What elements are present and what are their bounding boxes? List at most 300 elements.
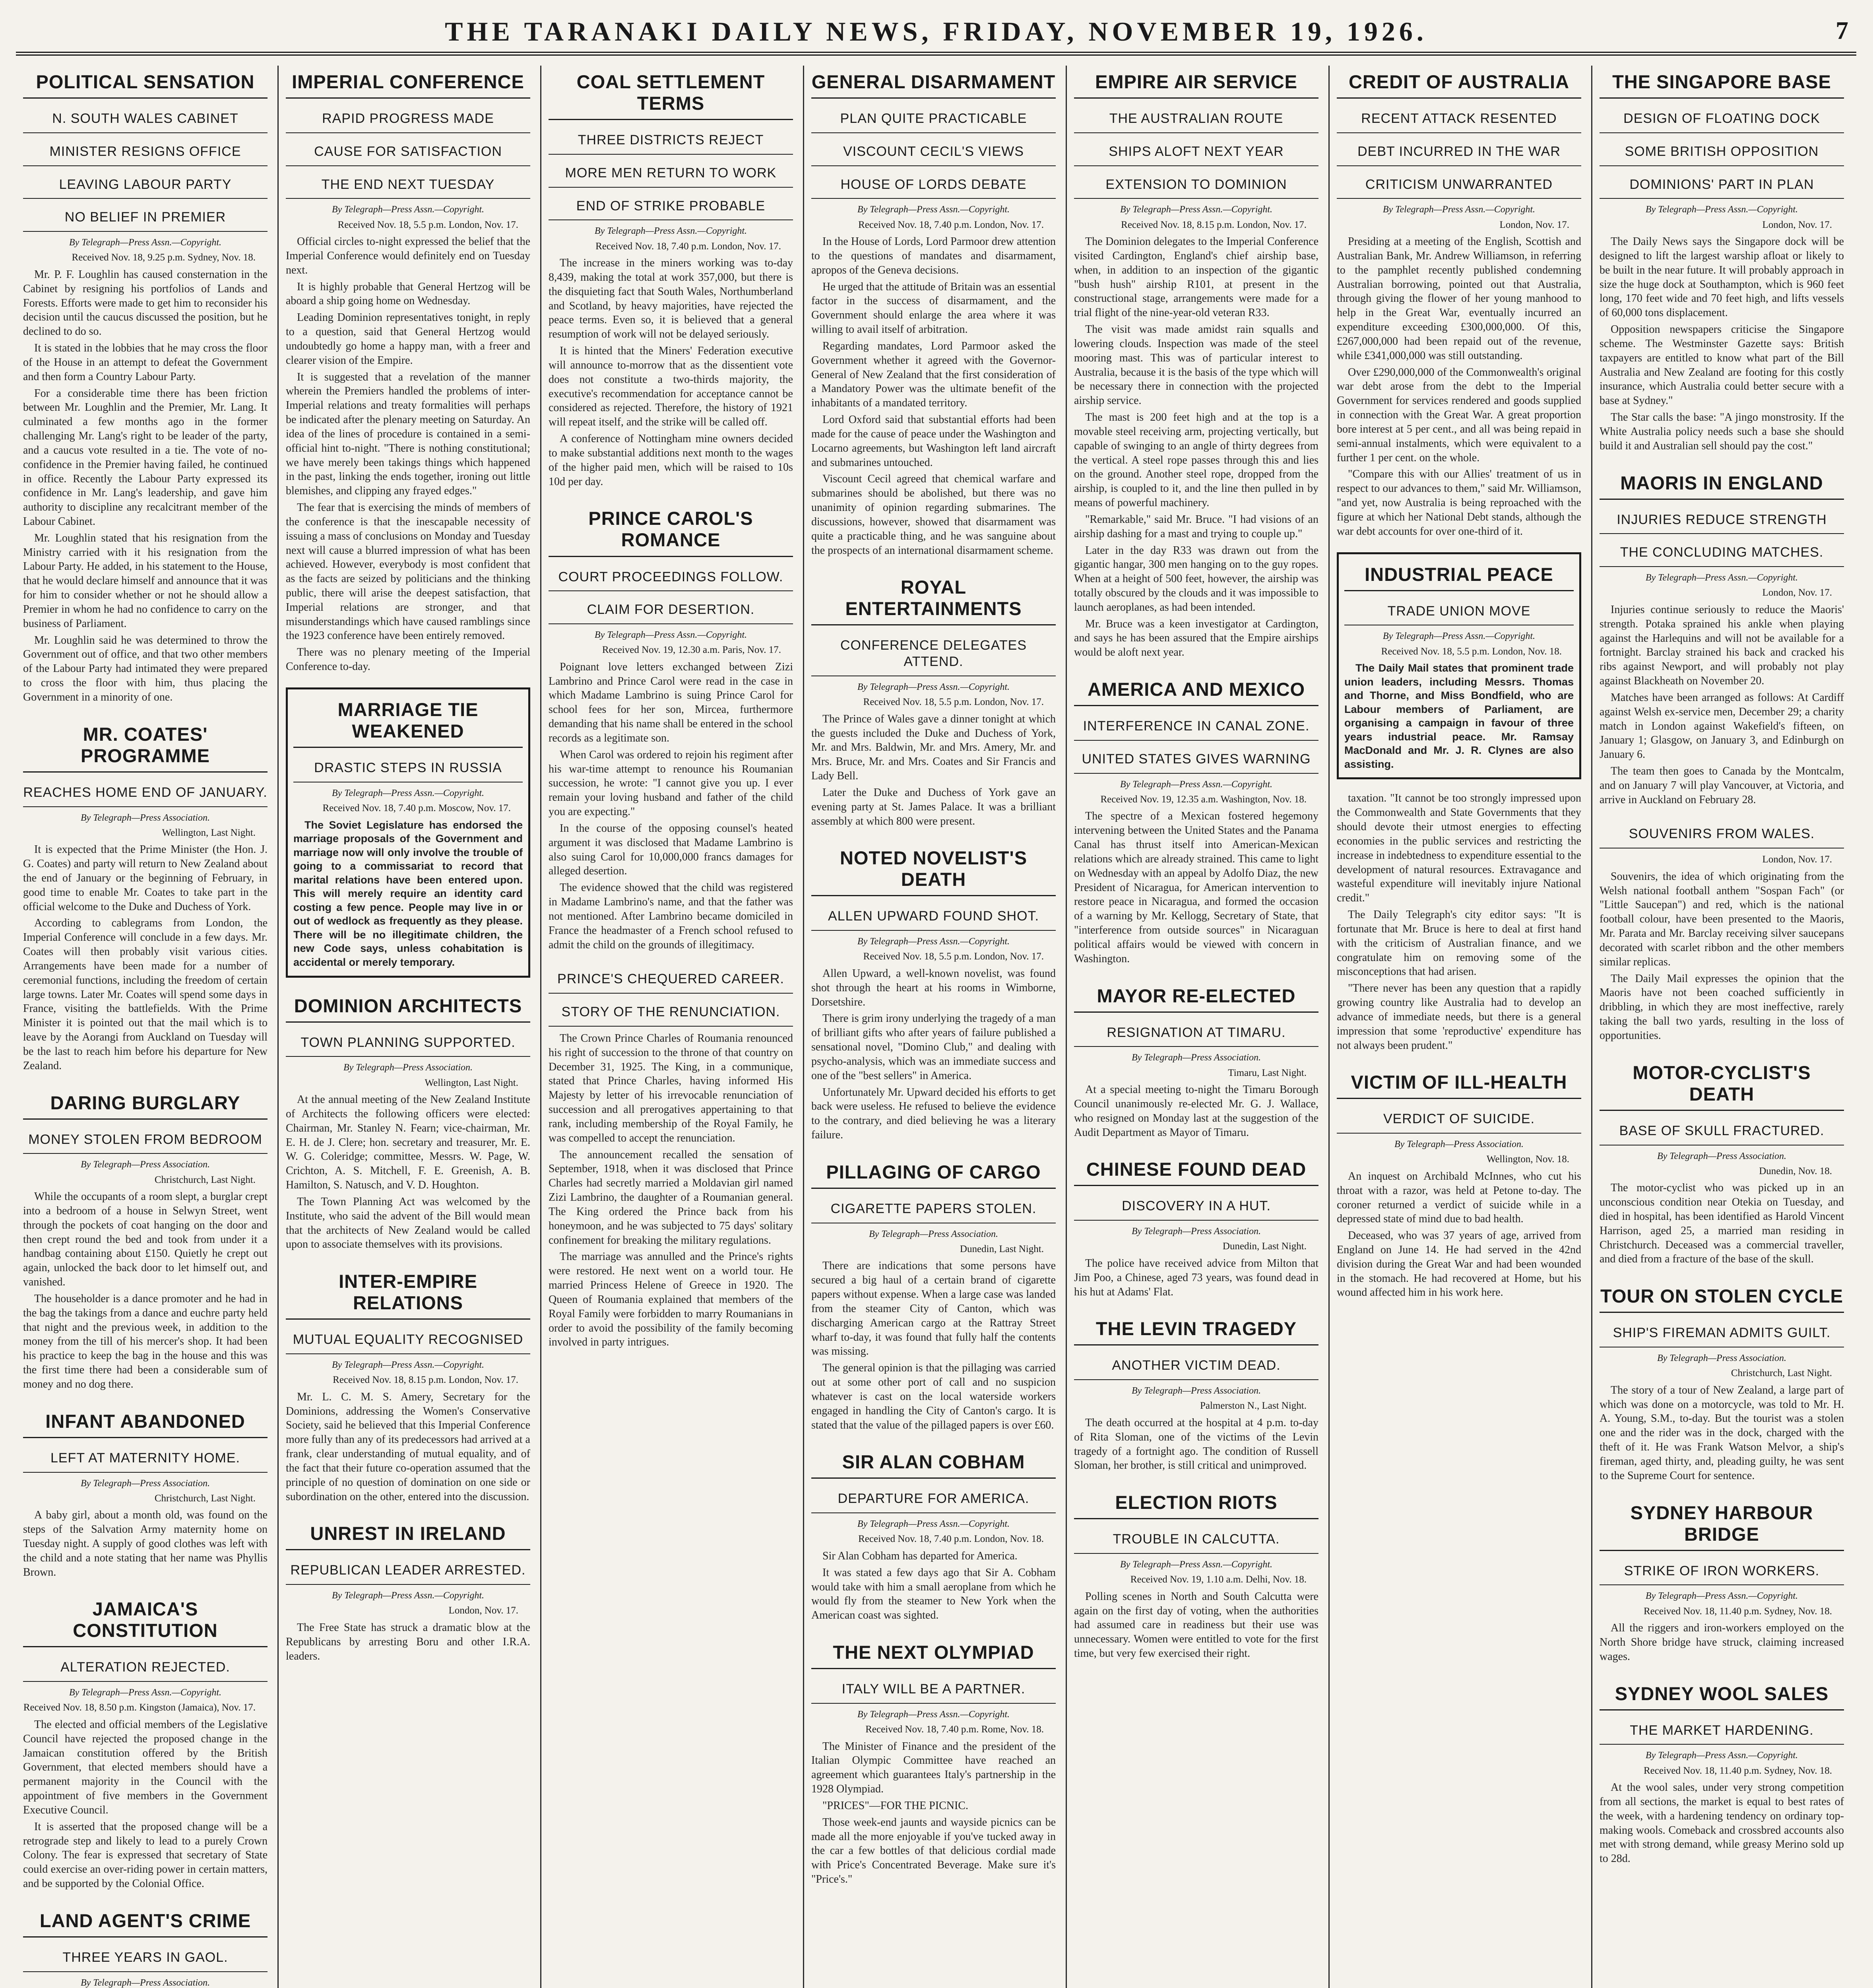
- article-body: [1600, 1780, 1844, 1866]
- article: [1337, 791, 1581, 1052]
- article-body: [1337, 235, 1581, 538]
- article: [549, 502, 793, 952]
- paragraph: Regarding mandates, Lord Parmoor asked the Government whether it agreed with the Governor-General of New Zealand that the first consideration of a Mandatory Power was the ultimate benefit of the inhabitants of a mandated territory.: [811, 340, 1056, 410]
- press-credit: By Telegraph—Press Association.: [343, 1062, 473, 1073]
- article: [811, 571, 1056, 828]
- article-headline: GENERAL DISARMAMENT: [811, 66, 1056, 99]
- dateline: Christchurch, Last Night.: [154, 1493, 256, 1504]
- paragraph: The elected and official members of the Legislative Council have rejected the proposed change in the Jamaican constitution offered by the British Government, that elected members should have a permanent majority in the Council with the appointment of five members in the Government Executive Council.: [23, 1718, 268, 1816]
- article-subheading: MINISTER RESIGNS OFFICE: [23, 138, 268, 166]
- paragraph: The Daily News says the Singapore dock will be designed to lift the largest warship afloat or likely to be built in the near future. It will probably approach in size the huge dock at Southampton, which is 960 feet long, 170 feet wide and 70 feet high, and lifts vessels of 60,000 tons displacement.: [1600, 235, 1844, 319]
- article-subheading: CLAIM FOR DESERTION.: [549, 596, 793, 624]
- paragraph: Mr. Bruce was a keen investigator at Cardington, and says he has been assured that the Empire airships would be aloft next year.: [1074, 617, 1318, 659]
- article-subheading: ITALY WILL BE A PARTNER.: [811, 1675, 1056, 1704]
- paragraph: The spectre of a Mexican fostered hegemony intervening between the United States and the Panama Canal has thrust itself into American-Mexican relations which are already strained. This came to light on Wednesday with an appeal by Adolfo Diaz, the new President of Nicaragua, for American intervention to restore peace in Nicaragua, and formed the occasion of a warning by Mr. Kellogg, Secretary of State, that "interference from outside sources" in Nicaraguan political affairs would be viewed with concern in Washington.: [1074, 810, 1318, 965]
- paragraph: While the occupants of a room slept, a burglar crept into a bedroom of a house in Selwyn Street, went through the pockets of coat hanging on the door and then crept round the bed and took from under it a handbag containing about £150. Quietly he crept out again, unlocked the back door to let himself out, and vanished.: [23, 1190, 268, 1289]
- paragraph: Over £290,000,000 of the Commonwealth's original war debt arose from the debt to the Imperial Government for services rendered and goods supplied in connection with the Great War. A great proportion bore interest at 5 per cent., and all was being repaid in semi-annual instalments, which were equivalent to a further 1 per cent. on the whole.: [1337, 366, 1581, 464]
- paragraph: taxation. "It cannot be too strongly impressed upon the Commonwealth and State Governments that they should devote their utmost energies to effecting economies in the public services and restricting the increase in indebtedness to expenditure essential to the development of natural resources. Extravagance and wasteful expenditure will inevitably injure National credit.": [1337, 792, 1581, 905]
- article: [286, 687, 530, 978]
- paragraph: The fear that is exercising the minds of members of the conference is that the inescapable necessity of issuing a mass of conclusions on Monday and Tuesday next will cause a blurred impression of what has been achieved. However, everybody is most confident that as the facts are seized by politicians and the thinking public, there will arise the deepest satisfaction, that Imperial relations are stronger, and that misunderstandings which have caused ramblings since the 1923 conference have been entirely removed.: [286, 501, 530, 642]
- paragraph: The Star calls the base: "A jingo monstrosity. If the White Australia policy needs such a base she should build it and Australian sell should pay the cost.": [1600, 411, 1844, 452]
- article-body: [1074, 809, 1318, 966]
- article: [286, 66, 530, 674]
- press-credit: By Telegraph—Press Association.: [1131, 1386, 1261, 1396]
- article-body: [1337, 791, 1581, 1052]
- column-1: [16, 66, 275, 1988]
- paragraph: Mr. Loughlin stated that his resignation from the Ministry carried with it his resignation from the Labour Party. He added, in his statement to the House, that he would declare himself and announce that it was for him to consider whether or not he should allow a Premier in whom he had no confidence to carry on the business of Parliament.: [23, 532, 268, 630]
- paragraph: The Prince of Wales gave a dinner tonight at which the guests included the Duke and Duchess of York, Mr. and Mrs. Baldwin, Mr. and Mrs. Amery, Mr. and Mrs. Bruce, Mr. and Mrs. Coates and Sir Francis and Lady Bell.: [811, 712, 1056, 782]
- paragraph: There is grim irony underlying the tragedy of a man of brilliant gifts who after years of failure published a sensational novel, "Domino Club," and dealing with psycho-analysis, which was an immediate success and one of the "best sellers" in America.: [811, 1012, 1056, 1082]
- article-body: [1600, 603, 1844, 807]
- article: [549, 66, 793, 489]
- dateline: Wellington, Last Night.: [425, 1077, 518, 1088]
- article-body: [1600, 870, 1844, 1043]
- article-subheading: ALTERATION REJECTED.: [23, 1654, 268, 1682]
- paragraph: The mast is 200 feet high and at the top is a movable steel receiving arm, projecting vertically, but capable of swinging to an angle of thirty degrees from the vertical. A steel rope passes through this and lies on the ground. Another steel rope, dropped from the airship, is coupled to it, and the line then pulled in by means of powerful machinery.: [1074, 411, 1318, 509]
- article-body: [1074, 1083, 1318, 1140]
- article-body: [23, 1508, 268, 1579]
- article-subheading: DEBT INCURRED IN THE WAR: [1337, 138, 1581, 166]
- paragraph: The Daily Telegraph's city editor says: "It is fortunate that Mr. Bruce is here to deal at first hand with the criticism of Australian finance, and we congratulate him on removing some of the misconceptions that had arisen.: [1337, 909, 1581, 978]
- article: [811, 1446, 1056, 1623]
- paragraph: The announcement recalled the sensation of September, 1918, when it was disclosed that Prince Charles had secretly married a Moldavian girl named Zizi Lambrino, the daughter of a Roumanian general. The King ordered the Prince back from his honeymoon, and he was subjected to 75 days' solitary confinement for breaking the military regulations.: [549, 1148, 793, 1246]
- article-subheading: TROUBLE IN CALCUTTA.: [1074, 1526, 1318, 1554]
- paragraph: The Minister of Finance and the president of the Italian Olympic Committee have reached an agreement which guarantees Italy's partnership in the 1928 Olympiad.: [811, 1740, 1056, 1796]
- article-headline: PRINCE CAROL'S ROMANCE: [549, 502, 793, 557]
- paragraph: It is expected that the Prime Minister (the Hon. J. G. Coates) and party will return to New Zealand about the end of January or the beginning of February, in good time to enable Mr. Coates to take part in the official welcome to the Duke and Duchess of York.: [23, 843, 268, 913]
- paragraph: In the course of the opposing counsel's heated argument it was disclosed that Madame Lambrino is also suing Carol for 10,000,000 francs damages for alleged desertion.: [549, 822, 793, 878]
- article-headline: SYDNEY WOOL SALES: [1600, 1677, 1844, 1710]
- article-subheading: PLAN QUITE PRACTICABLE: [811, 105, 1056, 133]
- press-credit: By Telegraph—Press Association.: [80, 1159, 210, 1170]
- paragraph: It is asserted that the proposed change will be a retrograde step and likely to lead to a purely Crown Colony. The fear is expressed that secretary of State could exercise an over-riding power in certain matters, and be supported by the Colonial Office.: [23, 1820, 268, 1890]
- article: [811, 1636, 1056, 1887]
- dateline: London, Nov. 17.: [1762, 219, 1832, 230]
- paragraph: It is highly probable that General Hertzog will be aboard a ship going home on Wednesday.: [286, 280, 530, 307]
- dateline: Christchurch, Last Night.: [154, 1174, 256, 1185]
- article-headline: JAMAICA'S CONSTITUTION: [23, 1593, 268, 1647]
- dateline: Received Nov. 18, 5.5 p.m. London, Nov. 18.: [1381, 646, 1562, 657]
- article-body: [1600, 1181, 1844, 1266]
- paragraph: At the wool sales, under very strong competition from all sections, the market is equal to best rates of the week, with a hardening tendency on ordinary top-making wools. Comeback and crossbred accounts also met with strong demand, while greasy Merino sold up to 28d.: [1600, 1781, 1844, 1865]
- article-subheading: TRADE UNION MOVE: [1344, 598, 1574, 626]
- press-credit: By Telegraph—Press Assn.—Copyright.: [1645, 573, 1798, 583]
- paragraph: Leading Dominion representatives tonight, in reply to a question, said that General Hertzog would undoubtedly go home a happy man, with a freer and clearer vision of the Empire.: [286, 311, 530, 367]
- article-body: [1074, 1416, 1318, 1473]
- article: [1600, 1056, 1844, 1267]
- article: [23, 1087, 268, 1392]
- article-subheading: MONEY STOLEN FROM BEDROOM: [23, 1126, 268, 1154]
- article-headline: NOTED NOVELIST'S DEATH: [811, 842, 1056, 896]
- article-body: [1074, 235, 1318, 660]
- dateline: Wellington, Nov. 18.: [1486, 1154, 1569, 1165]
- article-subheading: THE END NEXT TUESDAY: [286, 171, 530, 199]
- article-headline: MR. COATES' PROGRAMME: [23, 718, 268, 773]
- paragraph: Opposition newspapers criticise the Singapore scheme. The Westminster Gazette says: British taxpayers are entitled to know what part of the Bill Australia and New Zealand are footing for this costly insurance, which Australia could better secure with a base at Sydney.": [1600, 323, 1844, 407]
- paragraph: The Daily Mail states that prominent trade union leaders, including Messrs. Thomas and Thorne, and Miss Bondfield, who are Labour members of Parliament, are organising a campaign in favour of three years industrial peace. Mr. Ramsay MacDonald and Mr. J. R. Clynes are also assisting.: [1344, 662, 1574, 770]
- paragraph: "There never has been any question that a rapidly growing country like Australia had to develop an advance of immediate needs, but there is a general impression that some 'reproductive' expenditure has not always been prudent.": [1337, 982, 1581, 1052]
- paragraph: The Soviet Legislature has endorsed the marriage proposals of the Government and marriage now will only involve the trouble of going to a commissariat to record that marital relations have been entered upon. This will merely require an identity card costing a few pence. People may live in or out of wedlock as frequently as they please. There will be no illegitimate children, the new Code says, unless cohabitation is accidental or merely temporary.: [293, 819, 523, 969]
- paragraph: A baby girl, about a month old, was found on the steps of the Salvation Army maternity home on Tuesday night. A supply of good clothes was left with the child and a note stating that her name was Phyllis Brown.: [23, 1509, 268, 1578]
- article-subheading: THE CONCLUDING MATCHES.: [1600, 539, 1844, 567]
- article-headline: SYDNEY HARBOUR BRIDGE: [1600, 1497, 1844, 1551]
- article: [1074, 1153, 1318, 1299]
- paragraph: The increase in the miners working was to-day 8,439, making the total at work 357,000, but there is the disquieting fact that South Wales, Northumberland and Scotland, by heavy majorities, have rejected the peace terms. Even so, it is believed that a general resumption of work will not be delayed seriously.: [549, 257, 793, 341]
- article-subheading: CRITICISM UNWARRANTED: [1337, 171, 1581, 199]
- article-headline: CREDIT OF AUSTRALIA: [1337, 66, 1581, 99]
- article-body: [549, 1031, 793, 1349]
- press-credit: By Telegraph—Press Association.: [1394, 1139, 1524, 1150]
- article-headline: VICTIM OF ILL-HEALTH: [1337, 1066, 1581, 1099]
- article-subheading: CONFERENCE DELEGATES ATTEND.: [811, 632, 1056, 676]
- dateline: Received Nov. 18, 8.50 p.m. Kingston (Jamaica), Nov. 17.: [23, 1702, 256, 1713]
- article-subheading: DISCOVERY IN A HUT.: [1074, 1192, 1318, 1221]
- article: [286, 1265, 530, 1504]
- press-credit: By Telegraph—Press Assn.—Copyright.: [1645, 204, 1798, 215]
- paragraph: Unfortunately Mr. Upward decided his efforts to get back were useless. He refused to believe the evidence to the contrary, and died believing he was a literary failure.: [811, 1086, 1056, 1142]
- press-credit: By Telegraph—Press Assn.—Copyright.: [857, 1709, 1010, 1720]
- paragraph: Mr. P. F. Loughlin has caused consternation in the Cabinet by resigning his portfolios of Lands and Forests. Efforts were made to get him to reconsider his decision until the caucus discussed the position, but he declined to do so.: [23, 268, 268, 338]
- paragraph: Lord Oxford said that substantial efforts had been made for the cause of peace under the Washington and Locarno agreements, but Washington left land aircraft and submarines untouched.: [811, 414, 1056, 469]
- article-subheading: COURT PROCEEDINGS FOLLOW.: [549, 563, 793, 592]
- article-subheading: CAUSE FOR SATISFACTION: [286, 138, 530, 166]
- paragraph: The death occurred at the hospital at 4 p.m. to-day of Rita Sloman, one of the victims of the Levin tragedy of a fortnight ago. The condition of Russell Sloman, her brother, is still critical and unimproved.: [1074, 1416, 1318, 1472]
- paragraph: Poignant love letters exchanged between Zizi Lambrino and Prince Carol were read in the case in which Madame Lambrino is suing Prince Carol for school fees for her son, Mircea, furthermore demanding that his name shall be entered in the school records as a legitimate son.: [549, 660, 793, 744]
- article-headline: AMERICA AND MEXICO: [1074, 673, 1318, 706]
- column-3: [541, 66, 800, 1988]
- dateline: Received Nov. 18, 5.5 p.m. London, Nov. 17.: [337, 219, 518, 230]
- press-credit: By Telegraph—Press Assn.—Copyright.: [857, 682, 1010, 693]
- paragraph: Official circles to-night expressed the belief that the Imperial Conference would definitely end on Tuesday next.: [286, 235, 530, 276]
- paragraph: The evidence showed that the child was registered in Madame Lambrino's name, and that the father was not mentioned. After Lambrino became domiciled in France the headmaster of a French school refused to admit the child on the grounds of illegitimacy.: [549, 881, 793, 951]
- dateline: Palmerston N., Last Night.: [1200, 1400, 1307, 1411]
- press-credit: By Telegraph—Press Association.: [80, 1478, 210, 1489]
- dateline: Received Nov. 18, 11.40 p.m. Sydney, Nov. 18.: [1643, 1606, 1832, 1617]
- paragraph: Matches have been arranged as follows: At Cardiff against Welsh ex-service men, December 29; a charity match in London against Wakefield's fifteen, on January 1; Glasgow, on January 3, and Edinburgh on January 6.: [1600, 691, 1844, 761]
- paragraph: It was stated a few days ago that Sir A. Cobham would take with him a small aeroplane from which he would fly from the steamer to New York when the American coast was sighted.: [811, 1566, 1056, 1622]
- article-subheading: STORY OF THE RENUNCIATION.: [549, 998, 793, 1027]
- article-headline: CHINESE FOUND DEAD: [1074, 1153, 1318, 1186]
- column-7: [1592, 66, 1851, 1988]
- paragraph: It is suggested that a revelation of the manner wherein the Premiers handled the problems of inter-Imperial relations and treaty formalities will perhaps be indicated after the plenary meeting on Saturday. An idea of the lines of procedure is contained in a semi-official hint to-night. "There is nothing constitutional; we have merely been takings things which happened in the past, linking the ends together, ironing out little blemishes, and clipping any frayed edges.": [286, 371, 530, 497]
- column-rule: [540, 66, 541, 1988]
- paragraph: The visit was made amidst rain squalls and lowering clouds. Inspection was made of the steel mooring mast. This was of particular interest to Australia, because it is the basis of the type which will be necessary there in connection with the projected airship service.: [1074, 323, 1318, 407]
- paragraph: At the annual meeting of the New Zealand Institute of Architects the following officers were elected: Chairman, Mr. Stanley N. Fearn; vice-chairman, Mr. E. H. de J. Clere; hon. secretary and treasurer, Mr. E. W. G. Coleridge; committee, Messrs. W. Page, W. Crichton, A. S. Mitchell, F. E. Greenish, A. B. Hamilton, S. Natusch, and V. D. Houghton.: [286, 1093, 530, 1192]
- article-subheading: DEPARTURE FOR AMERICA.: [811, 1485, 1056, 1513]
- article-headline: MARRIAGE TIE WEAKENED: [293, 693, 523, 748]
- paragraph: Allen Upward, a well-known novelist, was found shot through the heart at his rooms in Wimborne, Dorsetshire.: [811, 967, 1056, 1008]
- paragraph: The Crown Prince Charles of Roumania renounced his right of succession to the throne of that country on December 31, 1925. The King, in a communique, stated that Prince Charles, having informed His Majesty by letter of his irrevocable renunciation of succession and all prerogatives appertaining to that rank, including membership of the Royal Family, he was compelled to accept the renunciation.: [549, 1032, 793, 1144]
- paragraph: Mr. L. C. M. S. Amery, Secretary for the Dominions, addressing the Women's Conservative Society, said he believed that this Imperial Conference more fully than any of its predecessors had arrived at a frank, clear understanding of mutual equality, and of the fact that their future co-operation assumed that the principle of no question of domination on one side or subordination on the other, entered into the discussion.: [286, 1390, 530, 1503]
- article-body: [23, 1190, 268, 1392]
- article-subheading: DOMINIONS' PART IN PLAN: [1600, 171, 1844, 199]
- article-subheading: INTERFERENCE IN CANAL ZONE.: [1074, 712, 1318, 741]
- article-subheading: HOUSE OF LORDS DEBATE: [811, 171, 1056, 199]
- article-headline: MOTOR-CYCLIST'S DEATH: [1600, 1056, 1844, 1111]
- article-subheading: STRIKE OF IRON WORKERS.: [1600, 1557, 1844, 1586]
- column-5: [1067, 66, 1326, 1988]
- article-subheading: REACHES HOME END OF JANUARY.: [23, 779, 268, 807]
- article: [1337, 66, 1581, 539]
- dateline: Christchurch, Last Night.: [1731, 1368, 1832, 1379]
- dateline: London, Nov. 17.: [1762, 587, 1832, 598]
- article: [23, 1405, 268, 1580]
- paragraph: It is hinted that the Miners' Federation executive will announce to-morrow that as the dissentient vote does not constitute a two-thirds majority, the executive's recommendation for acceptance cannot be considered as rejected. Therefore, the history of 1921 will repeat itself, and the strike will be called off.: [549, 345, 793, 429]
- article-body: [811, 712, 1056, 829]
- article-subheading: BASE OF SKULL FRACTURED.: [1600, 1117, 1844, 1145]
- article-body: [811, 1740, 1056, 1887]
- article-headline: TOUR ON STOLEN CYCLE: [1600, 1280, 1844, 1313]
- article-headline: INDUSTRIAL PEACE: [1344, 558, 1574, 591]
- article: [1600, 1677, 1844, 1866]
- article: [1074, 1486, 1318, 1661]
- article-subheading: THE MARKET HARDENING.: [1600, 1717, 1844, 1745]
- article-subheading: RAPID PROGRESS MADE: [286, 105, 530, 133]
- article-body: [1600, 1383, 1844, 1483]
- dateline: Received Nov. 18, 5.5 p.m. London, Nov. 17.: [863, 697, 1044, 708]
- article-body: [811, 967, 1056, 1142]
- dateline: London, Nov. 17.: [1762, 854, 1832, 865]
- article-subheading: MORE MEN RETURN TO WORK: [549, 159, 793, 188]
- column-rule: [1328, 66, 1330, 1988]
- article-headline: IMPERIAL CONFERENCE: [286, 66, 530, 99]
- column-rule: [1066, 66, 1067, 1988]
- dateline: Received Nov. 18, 9.25 p.m. Sydney, Nov. 18.: [72, 252, 256, 263]
- dateline: Wellington, Last Night.: [162, 827, 256, 838]
- article-headline: MAYOR RE-ELECTED: [1074, 980, 1318, 1013]
- dateline: Received Nov. 18, 7.40 p.m. Rome, Nov. 18.: [865, 1724, 1044, 1735]
- column-rule: [1591, 66, 1592, 1988]
- article-subheading: NO BELIEF IN PREMIER: [23, 204, 268, 232]
- article-headline: ELECTION RIOTS: [1074, 1486, 1318, 1519]
- article-subheading: DRASTIC STEPS IN RUSSIA: [293, 754, 523, 782]
- dateline: Timaru, Last Night.: [1228, 1067, 1307, 1078]
- paragraph: Presiding at a meeting of the English, Scottish and Australian Bank, Mr. Andrew Williamson, in referring to the pamphlet recently published condemning Australian borrowing, pointed out that Australia, through giving the flower of her young manhood to help in the Great War, eventually incurred an expenditure exceeding £300,000,000. Of this, £267,000,000 had been repaid out of the revenue, while £341,000,000 was still outstanding.: [1337, 235, 1581, 362]
- paragraph: "PRICES"—FOR THE PICNIC.: [822, 1799, 968, 1812]
- dateline: Received Nov. 19, 1.10 a.m. Delhi, Nov. 18.: [1130, 1574, 1307, 1585]
- press-credit: By Telegraph—Press Assn.—Copyright.: [594, 226, 747, 237]
- article-body: [286, 1390, 530, 1504]
- newspaper-title: THE TARANAKI DAILY NEWS, FRIDAY, NOVEMBER 19, 1926.: [445, 16, 1427, 47]
- article-headline: PILLAGING OF CARGO: [811, 1156, 1056, 1189]
- article-headline: THE SINGAPORE BASE: [1600, 66, 1844, 99]
- dateline: Dunedin, Last Night.: [960, 1243, 1044, 1254]
- press-credit: By Telegraph—Press Association.: [80, 812, 210, 823]
- article: [1074, 1312, 1318, 1473]
- article-body: [23, 1718, 268, 1891]
- column-6: [1330, 66, 1588, 1988]
- article: [286, 990, 530, 1252]
- press-credit: By Telegraph—Press Assn.—Copyright.: [1120, 779, 1273, 790]
- column-rule: [277, 66, 279, 1988]
- press-credit: By Telegraph—Press Association.: [80, 1977, 210, 1988]
- article-headline: THE NEXT OLYMPIAD: [811, 1636, 1056, 1669]
- article-body: [811, 1549, 1056, 1623]
- dateline: Received Nov. 18, 8.15 p.m. London, Nov. 17.: [333, 1375, 518, 1386]
- paragraph: The householder is a dance promoter and he had in the bag the takings from a dance and euchre party held that night and the previous week, in addition to the money from the till of his mercer's shop. It had been his practice to keep the bag in the house and this was the first time there had been a considerable sum of money and no dog there.: [23, 1292, 268, 1390]
- press-credit: By Telegraph—Press Assn.—Copyright.: [857, 1519, 1010, 1530]
- paragraph: All the riggers and iron-workers employed on the North Shore bridge have struck, claiming increased wages.: [1600, 1622, 1844, 1663]
- article-body: [811, 235, 1056, 557]
- press-credit: By Telegraph—Press Assn.—Copyright.: [1120, 204, 1273, 215]
- article-body: [1074, 1590, 1318, 1661]
- press-credit: By Telegraph—Press Assn.—Copyright.: [857, 204, 1010, 215]
- article: [1074, 673, 1318, 966]
- article: [23, 718, 268, 1073]
- paragraph: According to cablegrams from London, the Imperial Conference will conclude in a few days. Mr. Coates will then probably visit various cities. Arrangements have been made for a number of ceremonial functions, including the freedom of certain large towns. Later Mr. Coates will spend some days in France, visiting the battlefields. With the Prime Minister it is pointed out that the mail which is to leave by the Aorangi from Auckland on Tuesday will be the last to reach him before his departure for New Zealand.: [23, 917, 268, 1072]
- paragraph: The Daily Mail expresses the opinion that the Maoris have not been coached sufficiently in dribbling, in which they are most ineffective, rarely taking the ball two yards, resulting in the loss of opportunities.: [1600, 972, 1844, 1042]
- article-subheading: SHIP'S FIREMAN ADMITS GUILT.: [1600, 1319, 1844, 1347]
- paragraph: Sir Alan Cobham has departed for America.: [822, 1549, 1018, 1562]
- dateline: Received Nov. 18, 5.5 p.m. London, Nov. 17.: [863, 951, 1044, 962]
- article-body: [1344, 661, 1574, 771]
- press-credit: By Telegraph—Press Association.: [1657, 1353, 1787, 1364]
- press-credit: By Telegraph—Press Assn.—Copyright.: [332, 204, 485, 215]
- article: [1600, 1497, 1844, 1664]
- dateline: Dunedin, Last Night.: [1222, 1241, 1307, 1252]
- article-subheading: SOUVENIRS FROM WALES.: [1600, 820, 1844, 848]
- dateline: Received Nov. 19, 12.30 a.m. Paris, Nov. 17.: [602, 645, 781, 656]
- article-subheading: DESIGN OF FLOATING DOCK: [1600, 105, 1844, 133]
- article-subheading: THREE DISTRICTS REJECT: [549, 126, 793, 155]
- article: [23, 1905, 268, 1988]
- paragraph: The Town Planning Act was welcomed by the Institute, who said the advent of the Bill would mean that the architects of New Zealand would be called upon to associate themselves with its provisions.: [286, 1195, 530, 1251]
- article-body: [23, 843, 268, 1073]
- article-subheading: ALLEN UPWARD FOUND SHOT.: [811, 903, 1056, 931]
- masthead: [16, 12, 1856, 56]
- article: [1600, 467, 1844, 807]
- article-body: [1600, 235, 1844, 453]
- press-credit: By Telegraph—Press Assn.—Copyright.: [69, 1687, 222, 1698]
- paragraph: The marriage was annulled and the Prince's rights were restored. He next went on a world tour. He married Princess Helene of Greece in 1920. The Queen of Roumania explained that members of the Royal Family were forbidden to marry Roumanians in order to avoid the possibility of the family becoming involved in party intrigues.: [549, 1250, 793, 1349]
- article-body: [1074, 1256, 1318, 1299]
- paragraph: When Carol was ordered to rejoin his regiment after his war-time attempt to renounce his Roumanian succession, he wrote: "I cannot give you up. I ever remain your loving husband and father of the child you are expecting.": [549, 748, 793, 818]
- article-subheading: RECENT ATTACK RESENTED: [1337, 105, 1581, 133]
- paragraph: A conference of Nottingham mine owners decided to make substantial additions next month to the wages of the higher paid men, which will be raised to 10s 10d per day.: [549, 433, 793, 488]
- article-subheading: PRINCE'S CHEQUERED CAREER.: [549, 965, 793, 994]
- press-credit: By Telegraph—Press Assn.—Copyright.: [857, 936, 1010, 947]
- paragraph: Injuries continue seriously to reduce the Maoris' strength. Potaka sprained his ankle when playing against the Harlequins and will not be available for a fortnight. Barclay strained his back and cracked his ribs against Newport, and will probably not play against Blackheath on November 20.: [1600, 603, 1844, 687]
- article-body: [811, 1259, 1056, 1432]
- dateline: Received Nov. 18, 7.40 p.m. London, Nov. 17.: [595, 241, 781, 252]
- article: [1600, 820, 1844, 1043]
- press-credit: By Telegraph—Press Assn.—Copyright.: [594, 630, 747, 641]
- dateline: London, Nov. 17.: [1499, 219, 1569, 230]
- press-credit: By Telegraph—Press Assn.—Copyright.: [1645, 1591, 1798, 1602]
- article-headline: THE LEVIN TRAGEDY: [1074, 1312, 1318, 1345]
- article-body: [549, 660, 793, 952]
- page-number: 7: [1836, 16, 1848, 45]
- article-subheading: EXTENSION TO DOMINION: [1074, 171, 1318, 199]
- paragraph: Later the Duke and Duchess of York gave an evening party at St. James Palace. It was a brilliant assembly at which 800 were present.: [811, 786, 1056, 827]
- article-headline: INFANT ABANDONED: [23, 1405, 268, 1438]
- article-body: [286, 1093, 530, 1252]
- dateline: Received Nov. 18, 11.40 p.m. Sydney, Nov. 18.: [1643, 1765, 1832, 1776]
- paragraph: It is stated in the lobbies that he may cross the floor of the House in an attempt to defeat the Government and then form a Country Labour Party.: [23, 342, 268, 383]
- press-credit: By Telegraph—Press Assn.—Copyright.: [332, 1360, 485, 1371]
- article-subheading: RESIGNATION AT TIMARU.: [1074, 1019, 1318, 1047]
- article-body: [286, 1621, 530, 1663]
- paragraph: "Remarkable," said Mr. Bruce. "I had visions of an airship dashing for a mast and trying to couple up.": [1074, 513, 1318, 540]
- article: [811, 66, 1056, 557]
- article-subheading: CIGARETTE PAPERS STOLEN.: [811, 1195, 1056, 1223]
- article-subheading: TOWN PLANNING SUPPORTED.: [286, 1029, 530, 1057]
- article-subheading: VERDICT OF SUICIDE.: [1337, 1105, 1581, 1134]
- paragraph: The police have received advice from Milton that Jim Poo, a Chinese, aged 73 years, was found dead in his hut at Adams' Flat.: [1074, 1257, 1318, 1298]
- article: [1337, 1066, 1581, 1300]
- paragraph: In the House of Lords, Lord Parmoor drew attention to the questions of mandates and disarmament, apropos of the Geneva decisions.: [811, 235, 1056, 276]
- press-credit: By Telegraph—Press Assn.—Copyright.: [1382, 631, 1536, 642]
- paragraph: The story of a tour of New Zealand, a large part of which was done on a motorcycle, was told to Mr. H. A. Young, S.M., to-day. But the tourist was a stolen one and the rider was in the dock, charged with the theft of it. He was Frank Watson Melvor, a ship's fireman, aged thirty, and, pleading guilty, he was sent to the Supreme Court for sentence.: [1600, 1384, 1844, 1482]
- paragraph: Deceased, who was 37 years of age, arrived from England on June 14. He had served in the 42nd division during the Great War and had been wounded in the stomach. He had recovered at Home, but his wound affected him in his work here.: [1337, 1229, 1581, 1299]
- paragraph: Those week-end jaunts and wayside picnics can be made all the more enjoyable if you've tucked away in the car a few bottles of that delicious cordial made with Price's Concentrated Beverage. Make sure it's "Price's.": [811, 1816, 1056, 1885]
- article-subheading: MUTUAL EQUALITY RECOGNISED: [286, 1326, 530, 1354]
- article-headline: DARING BURGLARY: [23, 1087, 268, 1120]
- article: [286, 1517, 530, 1663]
- article-subheading: N. SOUTH WALES CABINET: [23, 105, 268, 133]
- paragraph: An inquest on Archibald McInnes, who cut his throat with a razor, was held at Petone to-day. The coroner returned a verdict of suicide while in a depressed state of mind due to bad health.: [1337, 1170, 1581, 1225]
- article-body: [1337, 1169, 1581, 1300]
- column-4: [804, 66, 1063, 1988]
- dateline: Received Nov. 18, 7.40 p.m. London, Nov. 18.: [858, 1534, 1044, 1545]
- article: [811, 842, 1056, 1142]
- article-body: [549, 256, 793, 489]
- article: [1600, 66, 1844, 453]
- article-body: [293, 818, 523, 969]
- paragraph: There was no plenary meeting of the Imperial Conference to-day.: [286, 646, 530, 673]
- article-subheading: THREE YEARS IN GAOL.: [23, 1944, 268, 1972]
- article-subheading: REPUBLICAN LEADER ARRESTED.: [286, 1557, 530, 1585]
- article-subheading: THE AUSTRALIAN ROUTE: [1074, 105, 1318, 133]
- press-credit: By Telegraph—Press Assn.—Copyright.: [69, 237, 222, 248]
- article-headline: POLITICAL SENSATION: [23, 66, 268, 99]
- article-body: [1600, 1621, 1844, 1664]
- article: [1600, 1280, 1844, 1483]
- article-subheading: INJURIES REDUCE STRENGTH: [1600, 506, 1844, 534]
- article-headline: LAND AGENT'S CRIME: [23, 1905, 268, 1938]
- paragraph: Polling scenes in North and South Calcutta were again on the first day of voting, when the authorities had assumed care in readiness but their use was unnecessary. Women were entitled to vote for the first time, but very few exercised their right.: [1074, 1590, 1318, 1660]
- article-body: [23, 268, 268, 705]
- paragraph: The motor-cyclist who was picked up in an unconscious condition near Otekia on Tuesday, and died in hospital, has been identified as Harold Vincent Harrison, aged 25, a married man residing in Christchurch. Deceased was a commercial traveller, and died from a fracture of the base of the skull.: [1600, 1182, 1844, 1266]
- dateline: London, Nov. 17.: [448, 1605, 518, 1616]
- article-headline: UNREST IN IRELAND: [286, 1517, 530, 1550]
- article-subheading: UNITED STATES GIVES WARNING: [1074, 746, 1318, 774]
- column-2: [279, 66, 537, 1988]
- press-credit: By Telegraph—Press Assn.—Copyright.: [332, 788, 485, 798]
- paragraph: He urged that the attitude of Britain was an essential factor in the success of disarmament, and the Government should enlarge the area where it was willing to avail itself of arbitration.: [811, 280, 1056, 336]
- article-body: [286, 235, 530, 674]
- article-subheading: LEAVING LABOUR PARTY: [23, 171, 268, 199]
- paragraph: Viscount Cecil agreed that chemical warfare and submarines should be abolished, but there was no unanimity of opinion regarding submarines. The discussions, however, showed that disarmament was quite a practicable thing, and he was sanguine about the prospects of an international disarmament scheme.: [811, 473, 1056, 557]
- press-credit: By Telegraph—Press Association.: [1131, 1052, 1261, 1063]
- article-headline: SIR ALAN COBHAM: [811, 1446, 1056, 1479]
- article: [549, 965, 793, 1349]
- article-headline: EMPIRE AIR SERVICE: [1074, 66, 1318, 99]
- article: [1337, 552, 1581, 780]
- paragraph: The team then goes to Canada by the Montcalm, and on January 7 will play Vancouver, at Victoria, and arrive in Auckland on February 28.: [1600, 765, 1844, 806]
- paragraph: Later in the day R33 was drawn out from the gigantic hangar, 300 men hanging on to the guy ropes. When at a height of 500 feet, however, the airship was totally obscured by the clouds and it was impossible to launch aeroplanes, as had been intended.: [1074, 544, 1318, 613]
- paragraph: For a considerable time there has been friction between Mr. Loughlin and the Premier, Mr. Lang. It culminated a few months ago in the former challenging Mr. Lang's right to be leader of the party, and a caucus vote resulted in a tie. The vote of no-confidence in the Premier having failed, he continued in office. Recently the Labour Party expressed its confidence in Mr. Lang's leadership, and gave him authority to discipline any recalcitrant member of the Labour Cabinet.: [23, 387, 268, 528]
- article: [23, 1593, 268, 1891]
- article-subheading: LEFT AT MATERNITY HOME.: [23, 1444, 268, 1473]
- paragraph: The general opinion is that the pillaging was carried out at some other port of call and no suspicion whatever is cast on the local waterside workers engaged in handling the City of Canton's cargo. It is stated that the value of the pillaged papers is over £60.: [811, 1362, 1056, 1431]
- article-subheading: SOME BRITISH OPPOSITION: [1600, 138, 1844, 166]
- article-headline: ROYAL ENTERTAINMENTS: [811, 571, 1056, 625]
- article-subheading: ANOTHER VICTIM DEAD.: [1074, 1352, 1318, 1380]
- article-headline: COAL SETTLEMENT TERMS: [549, 66, 793, 120]
- dateline: Dunedin, Nov. 18.: [1759, 1165, 1832, 1176]
- press-credit: By Telegraph—Press Association.: [1657, 1151, 1787, 1161]
